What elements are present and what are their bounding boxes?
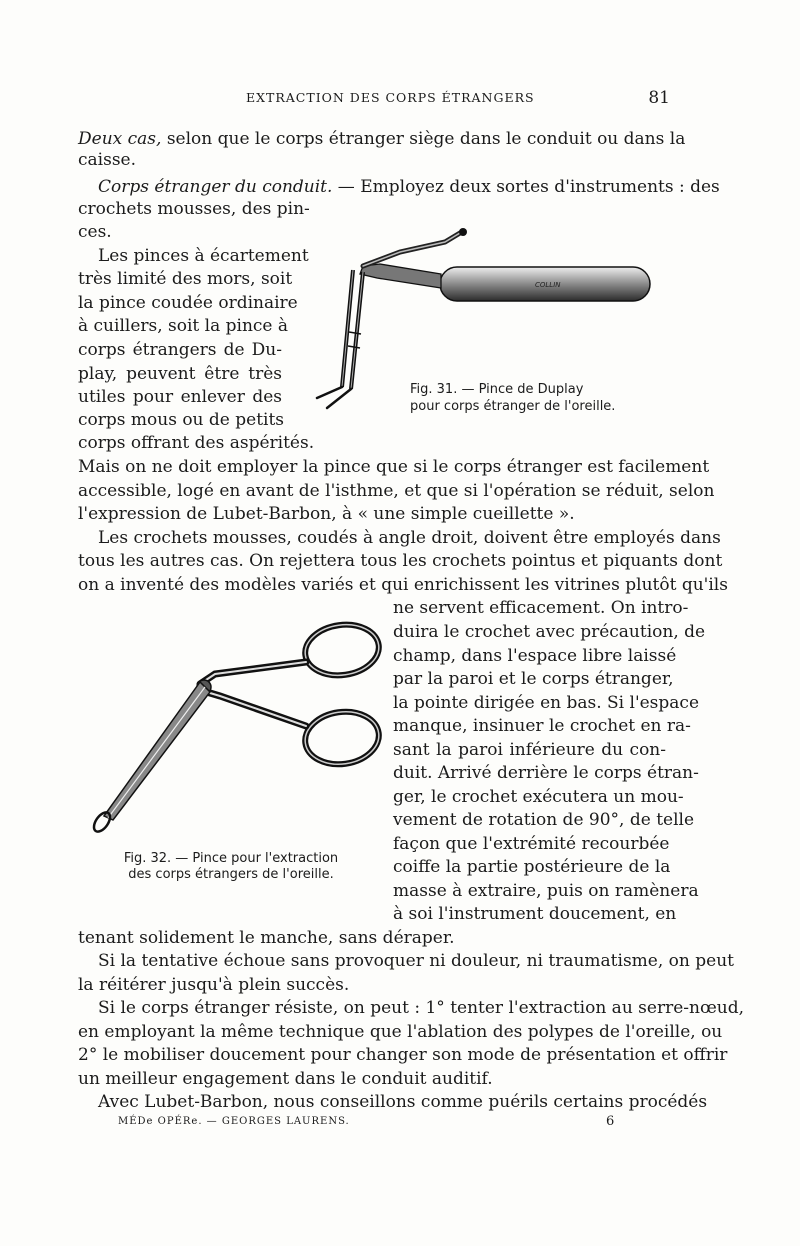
- text-line: caisse.: [78, 150, 137, 170]
- text-line: accessible, logé en avant de l'isthme, et que si l'opération se réduit, selon: [78, 481, 715, 501]
- text-line: duit. Arrivé derrière le corps étran-: [393, 763, 699, 783]
- text-line: tenant solidement le manche, sans déraper.: [78, 928, 455, 948]
- figure-31-label: Fig. 31.: [410, 382, 458, 397]
- text-line: Mais on ne doit employer la pince que si le corps étranger est facilement: [78, 457, 710, 477]
- text-line: ger, le crochet exécutera un mou-: [393, 787, 684, 807]
- running-header: [78, 88, 670, 110]
- duplay-forceps-figure: [305, 222, 665, 417]
- italic-heading: Deux cas,: [78, 129, 162, 149]
- text-line: [78, 176, 720, 198]
- text-line: Avec Lubet-Barbon, nous conseillons comme puérils certains procédés: [98, 1092, 708, 1112]
- figure-32-caption-text: — Pince pour l'extraction: [171, 851, 339, 866]
- text-line: la pince coudée ordinaire: [78, 293, 298, 313]
- text-line: tous les autres cas. On rejettera tous les crochets pointus et piquants dont: [78, 551, 723, 571]
- text-line: Les crochets mousses, coudés à angle droit, doivent être employés dans: [98, 528, 721, 548]
- text-line: manque, insinuer le crochet en ra-: [393, 716, 691, 736]
- text-span: — Employez deux sortes d'instruments : des: [332, 177, 720, 197]
- text-line: un meilleur engagement dans le conduit auditif.: [78, 1069, 493, 1089]
- text-line: on a inventé des modèles variés et qui enrichissent les vitrines plutôt qu'ils: [78, 575, 728, 595]
- italic-heading: Corps étranger du conduit.: [98, 177, 333, 197]
- text-line: champ, dans l'espace libre laissé: [393, 646, 677, 666]
- footer-text: MÉDe OPÉRe. — GEORGES LAURENS.: [118, 1116, 350, 1127]
- text-line: par la paroi et le corps étranger,: [393, 669, 674, 689]
- text-line: utiles pour enlever des: [78, 387, 282, 407]
- extraction-forceps-figure: [80, 612, 390, 842]
- text-line: vement de rotation de 90°, de telle: [393, 810, 695, 830]
- figure-31-caption-line-1: [410, 382, 584, 397]
- text-line: play, peuvent être très: [78, 364, 282, 384]
- signature-mark: 6: [606, 1114, 616, 1129]
- text-line: masse à extraire, puis on ramènera: [393, 881, 699, 901]
- text-line: Les pinces à écartement: [98, 246, 309, 266]
- text-line: Si la tentative échoue sans provoquer ni douleur, ni traumatisme, on peut: [98, 951, 734, 971]
- figure-32-label: Fig. 32.: [123, 851, 172, 866]
- text-line: l'expression de Lubet-Barbon, à « une simple cueillette ».: [78, 504, 575, 524]
- running-title: EXTRACTION DES CORPS ÉTRANGERS: [246, 90, 535, 105]
- text-line: à cuillers, soit la pince à: [78, 316, 289, 336]
- text-line: sant la paroi inférieure du con-: [393, 740, 666, 760]
- text-line: duira le crochet avec précaution, de: [393, 622, 706, 642]
- figure-31-caption-line-2: pour corps étranger de l'oreille.: [410, 399, 616, 414]
- engraving-text: COLLIN: [535, 281, 561, 289]
- text-line: très limité des mors, soit: [78, 269, 293, 289]
- text-line: à soi l'instrument doucement, en: [393, 904, 677, 924]
- text-line: ces.: [78, 222, 112, 242]
- text-line: ne servent efficacement. On intro-: [393, 598, 689, 618]
- text-line: corps étrangers de Du-: [78, 340, 282, 360]
- text-line: façon que l'extrémité recourbée: [393, 834, 670, 854]
- page-number: 81: [648, 88, 670, 108]
- text-line: corps mous ou de petits: [78, 410, 285, 430]
- text-line: coiffe la partie postérieure de la: [393, 857, 671, 877]
- text-line: Si le corps étranger résiste, on peut : 1° tenter l'extraction au serre-nœud,: [98, 998, 745, 1018]
- text-line: 2° le mobiliser doucement pour changer son mode de présentation et offrir: [78, 1045, 728, 1065]
- figure-31-caption-text: — Pince de Duplay: [457, 382, 584, 397]
- text-line: la pointe dirigée en bas. Si l'espace: [393, 693, 700, 713]
- figure-32-caption-line-2: des corps étrangers de l'oreille.: [128, 867, 334, 882]
- text-line: en employant la même technique que l'ablation des polypes de l'oreille, ou: [78, 1022, 723, 1042]
- text-line: crochets mousses, des pin-: [78, 199, 310, 219]
- text-line: la réitérer jusqu'à plein succès.: [78, 975, 350, 995]
- text-line: corps offrant des aspérités.: [78, 433, 315, 453]
- figure-32-caption: [100, 851, 362, 883]
- text-span: selon que le corps étranger siège dans le conduit ou dans la: [161, 129, 686, 149]
- text-line: [78, 128, 686, 150]
- figure-32-caption-line-1: [100, 851, 362, 867]
- page-footer: [118, 1116, 618, 1127]
